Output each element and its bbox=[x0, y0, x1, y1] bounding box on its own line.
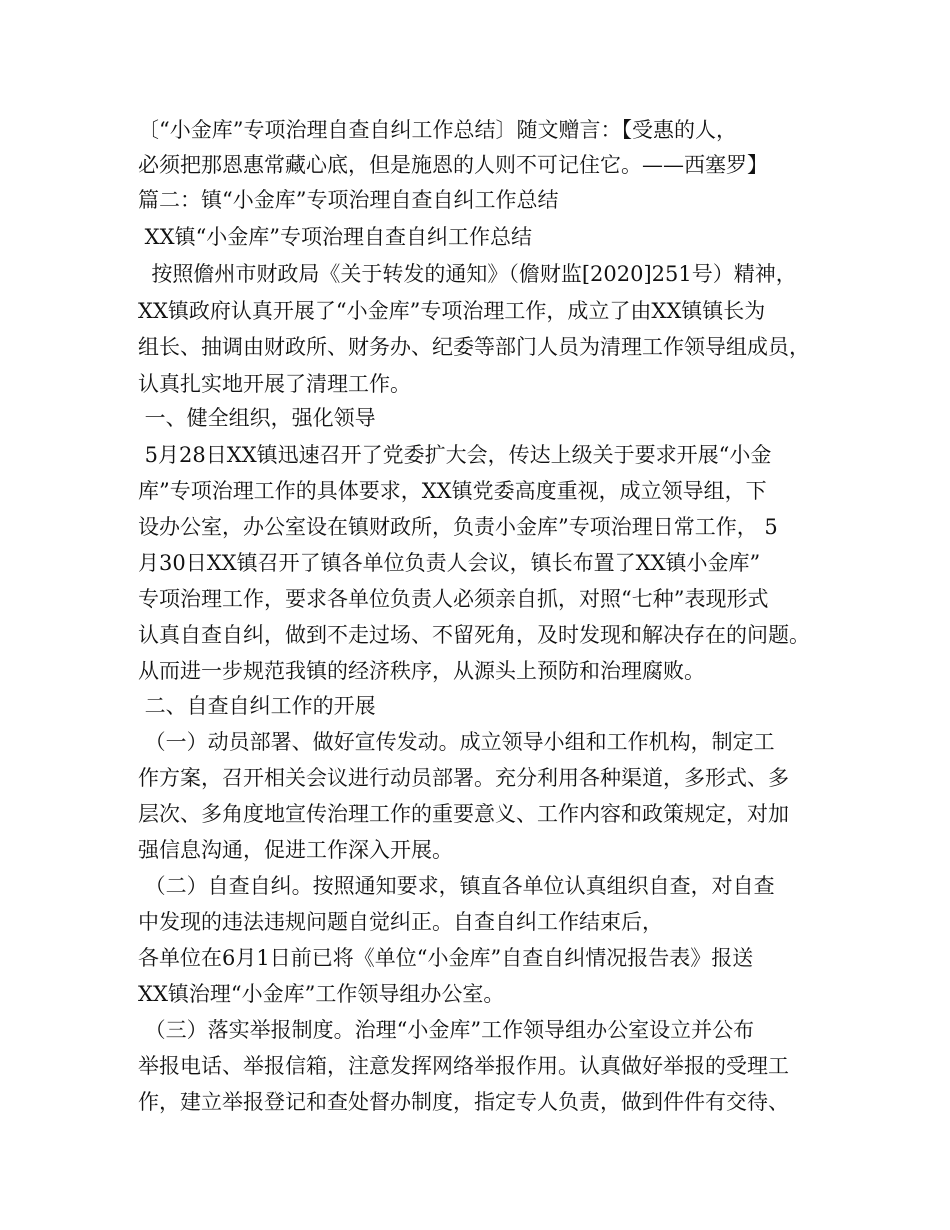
text-line-12: 设办公室，办公室设在镇财政所，负责小金库”专项治理日常工作， 5 bbox=[138, 515, 778, 539]
text-line-10: 5月28日XX镇迅速召开了党委扩大会，传达上级关于要求开展“小金 bbox=[138, 443, 772, 467]
subheading-2: 二、自查自纠工作的开展 bbox=[138, 694, 376, 718]
text-line-15: 认真自查自纠，做到不走过场、不留死角，及时发现和解决存在的问题。 bbox=[138, 623, 810, 647]
text-line-7: 组长、抽调由财政所、财务办、纪委等部门人员为清理工作领导组成员， bbox=[138, 335, 810, 359]
document-title: XX镇“小金库”专项治理自查自纠工作总结 bbox=[138, 225, 533, 249]
text-line-26: （三）落实举报制度。治理“小金库”工作领导组办公室设立并公布 bbox=[138, 1018, 755, 1042]
text-line-5: 按照儋州市财政局《关于转发的通知》（儋财监[2020]251号）精神， bbox=[138, 262, 797, 286]
text-line-24: 各单位在6月1日前已将《单位“小金库”自查自纠情况报告表》报送 bbox=[138, 946, 754, 970]
text-line-14: 专项治理工作，要求各单位负责人必须亲自抓，对照“七种”表现形式 bbox=[138, 587, 769, 611]
text-line-25: XX镇治理“小金库”工作领导组办公室。 bbox=[138, 982, 505, 1006]
text-line-6: XX镇政府认真开展了“小金库”专项治理工作，成立了由XX镇镇长为 bbox=[138, 299, 766, 323]
text-line-16: 从而进一步规范我镇的经济秩序，从源头上预防和治理腐败。 bbox=[138, 659, 705, 683]
text-line-19: 作方案，召开相关会议进行动员部署。充分利用各种渠道，多形式、多 bbox=[138, 766, 789, 790]
text-line-27: 举报电话、举报信箱，注意发挥网络举报作用。认真做好举报的受理工 bbox=[138, 1054, 789, 1078]
section-heading: 篇二：镇“小金库”专项治理自查自纠工作总结 bbox=[138, 188, 559, 212]
text-line-22: （二）自查自纠。按照通知要求，镇直各单位认真组织自查，对自查 bbox=[138, 874, 775, 898]
text-line-13: 月30日XX镇召开了镇各单位负责人会议，镇长布置了XX镇小金库” bbox=[138, 551, 761, 575]
text-line-8: 认真扎实地开展了清理工作。 bbox=[138, 372, 411, 396]
text-line-21: 强信息沟通，促进工作深入开展。 bbox=[138, 838, 453, 862]
text-line-20: 层次、多角度地宣传治理工作的重要意义、工作内容和政策规定，对加 bbox=[138, 802, 789, 826]
text-line-2: 必须把那恩惠常藏心底，但是施恩的人则不可记住它。——西塞罗】 bbox=[138, 153, 768, 177]
text-line-23: 中发现的违法违规问题自觉纠正。自查自纠工作结束后， bbox=[138, 910, 663, 934]
text-line-28: 作，建立举报登记和查处督办制度，指定专人负责，做到件件有交待、 bbox=[138, 1090, 789, 1114]
text-line-11: 库”专项治理工作的具体要求，XX镇党委高度重视，成立领导组，下 bbox=[138, 479, 767, 503]
text-line-1: 〔“小金库”专项治理自查自纠工作总结〕随文赠言：【受惠的人， bbox=[138, 118, 737, 142]
text-line-18: （一）动员部署、做好宣传发动。成立领导小组和工作机构，制定工 bbox=[138, 730, 775, 754]
subheading-1: 一、健全组织，强化领导 bbox=[138, 406, 376, 430]
